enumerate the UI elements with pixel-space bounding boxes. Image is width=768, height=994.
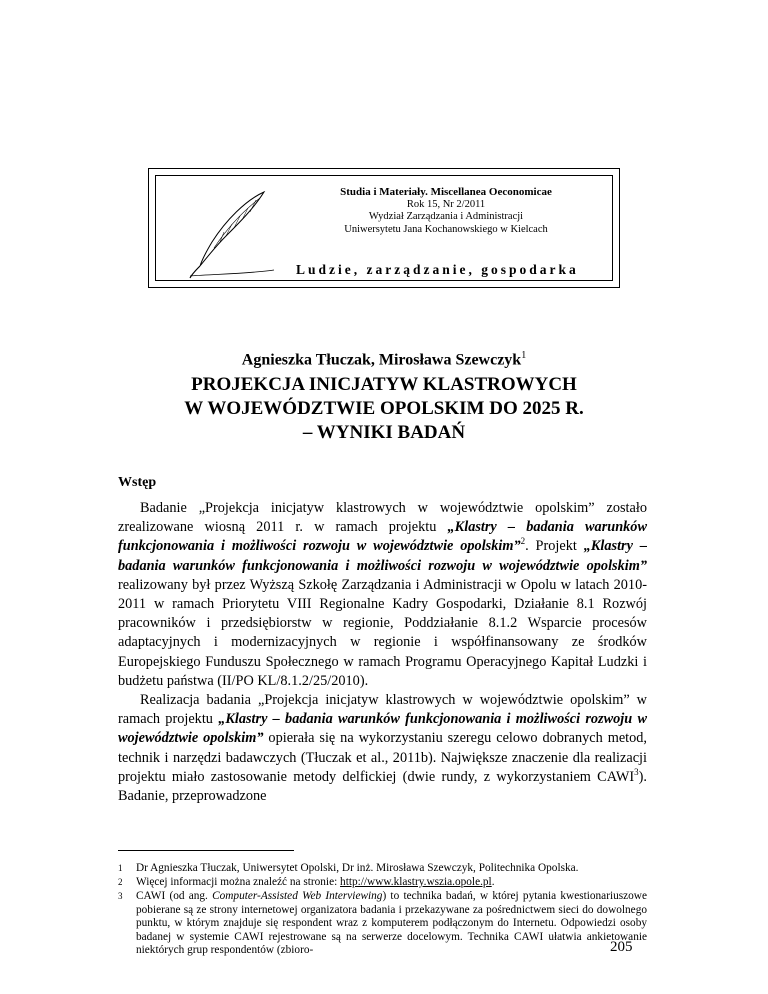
footnote-2-end: . (491, 876, 495, 888)
journal-motto: Ludzie, zarządzanie, gospodarka (296, 262, 579, 277)
p2-text-1: Realizacja badania „Projekcja inicjatyw klastrowych w województwie opolskim” w ramach projektu (118, 692, 647, 728)
journal-issue: Rok 15, Nr 2/2011 (406, 198, 486, 210)
article-title-line-3: – WYNIKI BADAŃ (302, 422, 466, 443)
journal-header-box (148, 168, 620, 288)
section-heading: Wstęp (118, 475, 157, 490)
footnote-2-link[interactable]: http://www.klastry.wszia.opole.pl (340, 876, 492, 888)
footnote-ref-2: 2 (520, 536, 526, 547)
footnote-3 (118, 890, 647, 958)
footnote-1 (118, 862, 647, 876)
article-authors (0, 350, 768, 369)
journal-header-inner-frame (155, 175, 613, 281)
article-body (118, 499, 647, 806)
journal-faculty: Wydział Zarządzania i Administracji (368, 211, 524, 222)
journal-info (276, 186, 616, 236)
journal-university: Uniwersytetu Jana Kochanowskiego w Kielcach (344, 223, 548, 235)
article-title-line-2: W WOJEWÓDZTWIE OPOLSKIM DO 2025 R. (184, 398, 584, 419)
footnote-2 (118, 876, 647, 890)
footnote-separator (118, 850, 294, 851)
footnote-2-text (136, 876, 647, 890)
footnote-1-number: 1 (118, 863, 123, 873)
paragraph-1 (118, 499, 647, 691)
article-title (0, 373, 768, 445)
p2-project-title: „Klastry – badania warunków funkcjonowania i możliwości rozwoju w województwie opolskim” (118, 711, 647, 747)
footnote-1-text: Dr Agnieszka Tłuczak, Uniwersytet Opolski, Dr inż. Mirosława Szewczyk, Politechnika Opolska. (136, 862, 579, 874)
p1-text-3: realizowany był przez Wyższą Szkołę Zarządzania i Administracji w Opolu w latach 2010-2011 w ramach Priorytetu VIII Regionalne Kadry Gospodarki, Działanie 8.1 Rozwój pracowników i przedsiębiorstw w regionie, Poddziałanie 8.1.2 Wsparcie procesów adaptacyjnych i modernizacyjnych w regionie i współfinansowany ze środków Europejskiego Funduszu Społecznego w ramach Programu Operacyjnego Kapitał Ludzki i budżetu państwa (II/PO KL/8.1.2/25/2010). (118, 576, 647, 689)
footnote-ref-3: 3 (634, 767, 639, 778)
footnote-3-part-c: ) to technika badań, w której pytania kwestionariuszowe pobierane są ze strony internetowej organizatora badania i przekazywane za pośrednictwem sieci do dowolnego punktu, w którym znajduje się respondent wraz z komputerem podłączonym do Internetu. Odpowiedzi osoby badanej w systemie CAWI rejestrowane są na serwerze docelowym. Technika CAWI ułatwia ankietowanie niektórych grup respondentów (zbioro- (136, 890, 647, 957)
quill-pen-icon (186, 190, 276, 280)
p2-text-2: opierała się na wykorzystaniu szeregu celowo dobranych metod, technik i narzędzi badawczych (Tłuczak et al., 2011b). Największe znaczenie dla realizacji projektu miało zastosowanie metody delfickiej (dwie rundy, z wykorzystaniem CAWI (118, 730, 648, 785)
article-title-line-1: PROJEKCJA INICJATYW KLASTROWYCH (191, 374, 577, 395)
footnote-3-number: 3 (118, 891, 123, 901)
journal-title: Studia i Materiały. Miscellanea Oeconomicae (340, 186, 552, 198)
page-number: 205 (610, 939, 633, 955)
p1-project-title-2: „Klastry – badania warunków funkcjonowania i możliwości rozwoju w województwie opolskim” (118, 538, 647, 574)
authors-names: Agnieszka Tłuczak, Mirosława Szewczyk (241, 351, 522, 369)
p1-project-title-1: „Klastry – badania warunków funkcjonowania i możliwości rozwoju w województwie opolskim” (118, 519, 647, 555)
p2-text-3: ). Badanie, przeprowadzone (118, 768, 647, 805)
footnote-3-term: Computer-Assisted Web Interviewing (212, 890, 383, 902)
paragraph-2 (118, 691, 647, 806)
footnote-3-part-a: CAWI (od ang. (136, 890, 213, 902)
p1-text-1: Badanie „Projekcja inicjatyw klastrowych w województwie opolskim” zostało zrealizowane wiosną 2011 r. w ramach projektu (118, 500, 647, 536)
footnote-3-text (136, 890, 647, 958)
authors-footnote-ref: 1 (521, 350, 527, 361)
footnote-2-lead: Więcej informacji można znaleźć na stronie: (136, 876, 341, 888)
p1-text-2: . Projekt (525, 538, 584, 555)
footnote-2-number: 2 (118, 877, 123, 887)
